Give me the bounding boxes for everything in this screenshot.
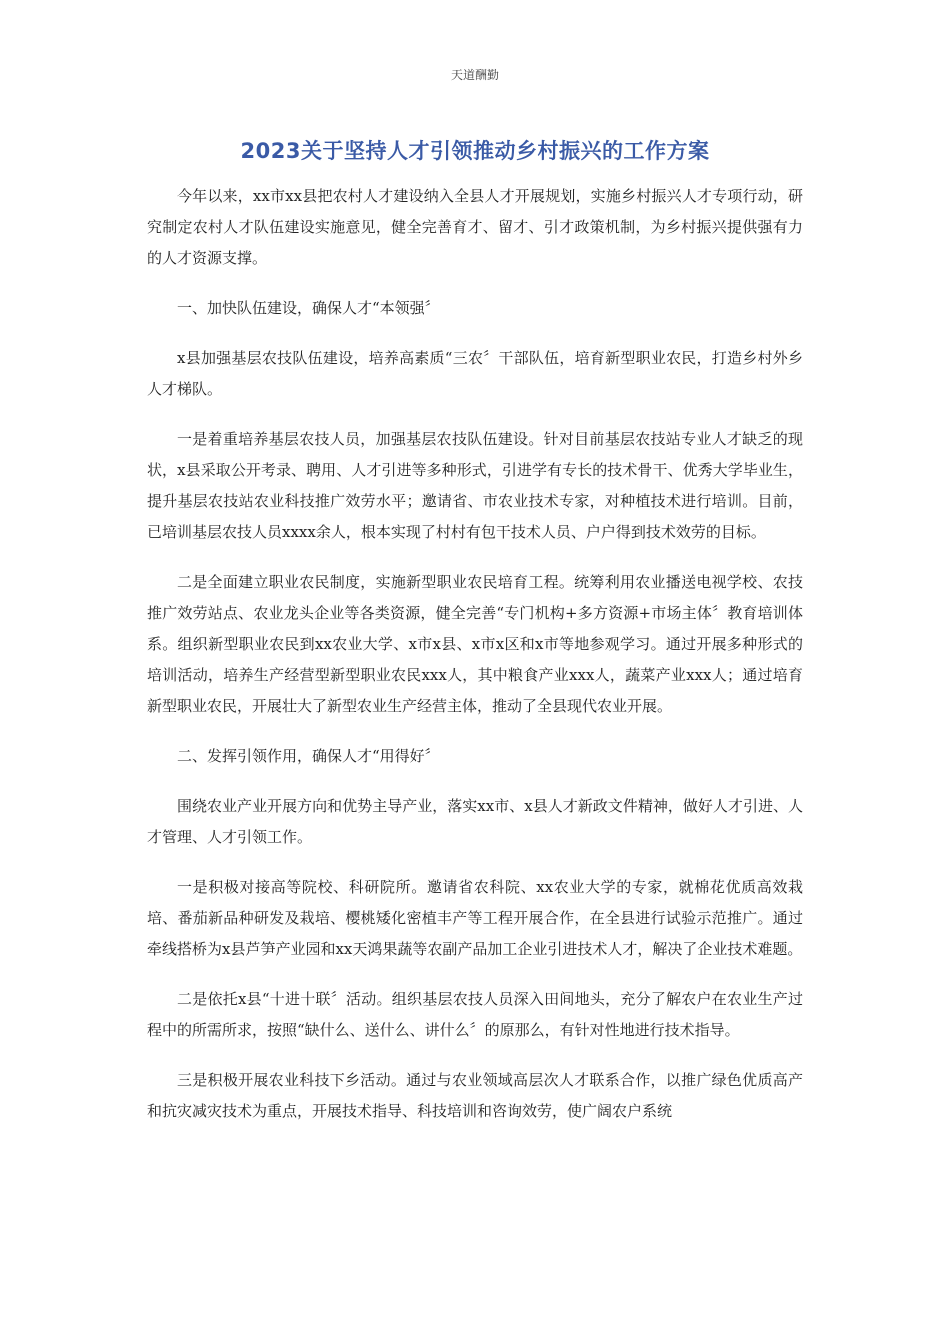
paragraph: 三是积极开展农业科技下乡活动。通过与农业领域高层次人才联系合作，以推广绿色优质高产和抗灾减灾技术为重点，开展技术指导、科技培训和咨询效劳，使广阔农户系统 [147,1071,803,1120]
paragraph: x县加强基层农技队伍建设，培养高素质“三农〞干部队伍，培育新型职业农民，打造乡村外乡人才梯队。 [147,349,803,398]
paragraph: 二是依托x县“十进十联〞活动。组织基层农技人员深入田间地头，充分了解农户在农业生产过程中的所需所求，按照“缺什么、送什么、讲什么〞的原那么，有针对性地进行技术指导。 [147,990,803,1039]
section-heading-1: 一、加快队伍建设，确保人才“本领强〞 [177,299,440,317]
paragraph-intro: 今年以来，xx市xx县把农村人才建设纳入全县人才开展规划，实施乡村振兴人才专项行动，研究制定农村人才队伍建设实施意见，健全完善育才、留才、引才政策机制，为乡村振兴提供强有力的人才资源支撑。 [147,187,803,267]
paragraph: 一是着重培养基层农技人员，加强基层农技队伍建设。针对目前基层农技站专业人才缺乏的现状，x县采取公开考录、聘用、人才引进等多种形式，引进学有专长的技术骨干、优秀大学毕业生，提升基层农技站农业科技推广效劳水平；邀请省、市农业技术专家，对种植技术进行培训。目前，已培训基层农技人员xxxx余人，根本实现了村村有包干技术人员、户户得到技术效劳的目标。 [147,430,803,541]
document-title: 2023关于坚持人才引领推动乡村振兴的工作方案 [240,139,710,163]
paragraph: 二是全面建立职业农民制度，实施新型职业农民培育工程。统筹利用农业播送电视学校、农技推广效劳站点、农业龙头企业等各类资源，健全完善“专门机构+多方资源+市场主体〞教育培训体系。组织新型职业农民到xx农业大学、x市x县、x市x区和x市等地参观学习。通过开展多种形式的培训活动，培养生产经营型新型职业农民xxx人，其中粮食产业xxx人，蔬菜产业xxx人；通过培育新型职业农民，开展壮大了新型农业生产经营主体，推动了全县现代农业开展。 [147,573,803,715]
page-header: 天道酬勤 [450,68,499,82]
paragraph: 围绕农业产业开展方向和优势主导产业，落实xx市、x县人才新政文件精神，做好人才引进、人才管理、人才引领工作。 [147,797,803,846]
document-body [147,181,803,1146]
paragraph: 一是积极对接高等院校、科研院所。邀请省农科院、xx农业大学的专家，就棉花优质高效栽培、番茄新品种研发及栽培、樱桃矮化密植丰产等工程开展合作，在全县进行试验示范推广。通过牵线搭桥为x县芦笋产业园和xx天鸿果蔬等农副产品加工企业引进技术人才，解决了企业技术难题。 [147,878,803,958]
section-heading-2: 二、发挥引领作用，确保人才“用得好〞 [177,747,440,765]
